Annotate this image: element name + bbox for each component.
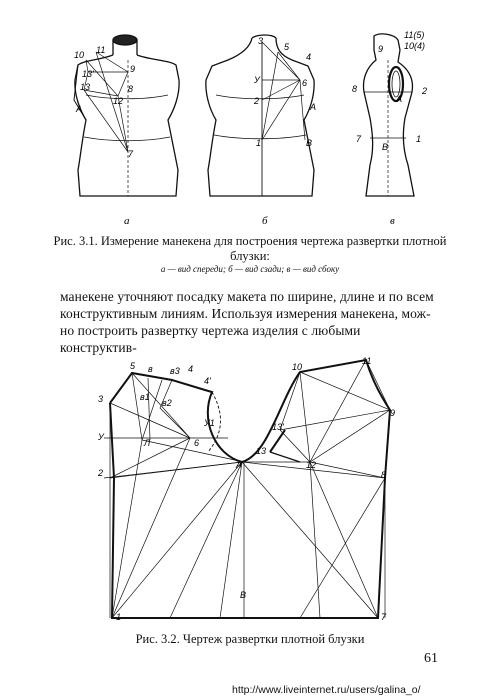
draft-point-13prime: 13'	[272, 422, 284, 432]
front-point-7: 7	[128, 149, 134, 159]
figure-3-2-caption: Рис. 3.2. Чертеж развертки плотной блузки	[135, 632, 365, 646]
back-point-3: 3	[258, 36, 264, 46]
draft-point-b: В	[240, 590, 247, 600]
back-point-u: У	[254, 75, 260, 85]
draft-point-4prime: 4'	[204, 376, 211, 386]
draft-point-v2: в2	[162, 398, 172, 408]
front-point-8: 8	[128, 84, 134, 94]
side-point-11-5: 11(5)	[404, 30, 425, 40]
front-point-13: 13	[80, 82, 91, 92]
draft-point-4: 4	[188, 364, 194, 374]
back-point-b: В	[306, 138, 313, 148]
draft-point-5: 5	[130, 361, 136, 371]
body-text-line3: но построить развертку чертежа изделия с любыми конструктив-	[60, 323, 361, 355]
body-text-line1: манекене уточняют посадку макета по ширине, длине и по всем	[60, 289, 434, 304]
draft-point-13: 13	[256, 446, 267, 456]
front-point-12: 12	[113, 96, 124, 106]
back-point-2: 2	[254, 96, 260, 106]
draft-point-3: 3	[98, 394, 104, 404]
panel-label-v: в	[390, 215, 395, 227]
draft-point-u: У	[98, 432, 104, 442]
side-point-b: В	[382, 142, 389, 152]
draft-point-8: 8	[381, 470, 387, 480]
side-point-2: 2	[422, 86, 428, 96]
panel-label-a: а	[124, 215, 130, 227]
draft-point-2: 2	[98, 468, 104, 478]
draft-point-v3: в3	[170, 366, 180, 376]
draft-point-u1: У1	[204, 418, 215, 428]
back-point-a: А	[310, 102, 317, 112]
draft-point-v1: в1	[140, 392, 150, 402]
figure-3-1-caption-line1: Рис. 3.1. Измерение манекена для построения чертежа развертки плотной	[53, 234, 447, 248]
draft-point-v: в	[148, 364, 153, 374]
back-point-1: 1	[256, 138, 262, 148]
side-point-1: 1	[416, 134, 422, 144]
draft-point-7: 7	[381, 612, 387, 622]
draft-point-l: Л	[144, 438, 151, 448]
side-point-9: 9	[378, 44, 384, 54]
panel-label-b: б	[262, 215, 268, 227]
draft-point-9: 9	[390, 408, 396, 418]
side-point-8: 8	[352, 84, 358, 94]
body-text-line2: конструктивным линиям. Используя измерения манекена, мож-	[60, 306, 431, 321]
draft-point-6: 6	[194, 438, 200, 448]
back-point-4: 4	[306, 52, 312, 62]
draft-point-11: 11	[362, 356, 372, 366]
front-point-10: 10	[74, 50, 85, 60]
figure-3-1-caption-line2: блузки:	[230, 249, 270, 263]
figure-3-1-subcaption: а — вид спереди; б — вид сзади; в — вид сбоку	[160, 264, 340, 274]
page-number: 61	[424, 651, 438, 666]
draft-point-1: 1	[116, 612, 122, 622]
back-point-6: 6	[302, 78, 308, 88]
front-point-11: 11	[96, 45, 106, 55]
back-point-5: 5	[284, 42, 290, 52]
front-point-13prime: 13'	[82, 69, 94, 79]
front-point-9: 9	[130, 64, 136, 74]
draft-point-a: А	[236, 460, 243, 470]
front-point-a: А	[76, 104, 83, 114]
draft-point-12: 12	[306, 460, 317, 470]
draft-point-10: 10	[292, 362, 303, 372]
side-point-a: А	[396, 94, 403, 104]
footer-url[interactable]: http://www.liveinternet.ru/users/galina_o/	[232, 684, 421, 696]
side-point-10-4: 10(4)	[404, 41, 426, 51]
side-point-7: 7	[356, 134, 362, 144]
